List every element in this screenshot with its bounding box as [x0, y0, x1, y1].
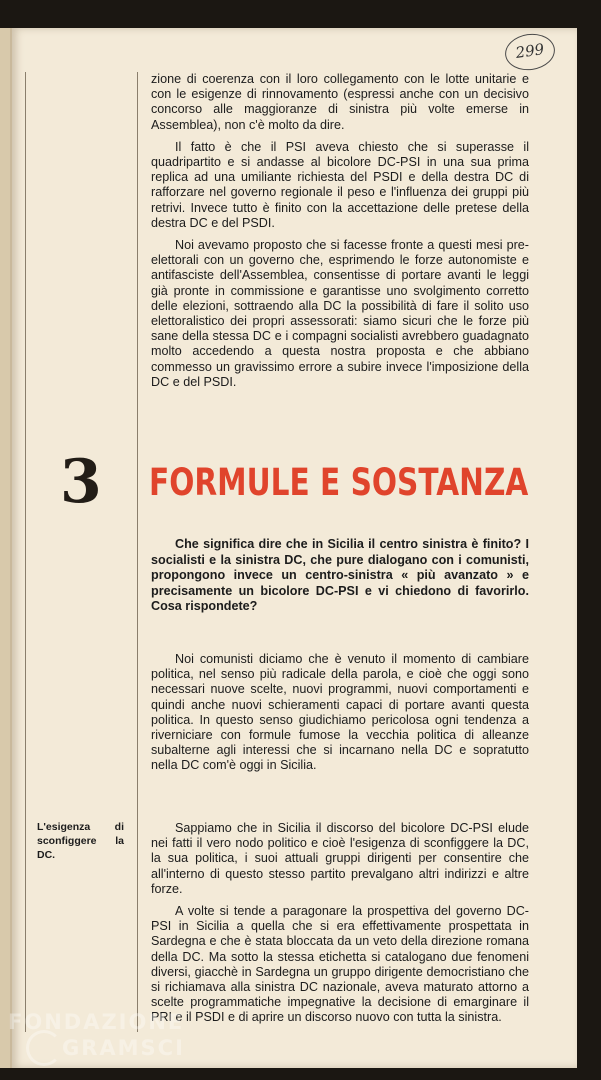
section-number: 3	[60, 447, 102, 517]
intro-paragraph-3: Noi avevamo proposto che si facesse fronte a questi mesi pre-elettorali con un governo che, esprimendo le forze autonomiste e antifasciste dell'Assemblea, consentisse di portare avanti le leggi già pronte in commissione e garantisse uno svolgimento corretto delle elezioni, sottraendo alla DC la possibilità di fare il solito uso elettoralistico dei propri assessorati: siamo sicuri che le forze più sane della stessa DC e i compagni socialisti avrebbero guadagnato molto accedendo a questa nostra proposta e che abbiano commesso un gravissimo errore a subire invece l'imposizione della DC e del PSDI.	[151, 238, 529, 389]
answer-text	[151, 652, 529, 774]
page-number: 299	[503, 31, 558, 74]
closing-paragraph-2: A volte si tende a paragonare la prospettiva del governo DC-PSI in Sicilia a quella che si era effettivamente prospettata in Sardegna e che è stata bloccata da un veto della direzione romana della DC. Ma sotto la stessa etichetta si catalogano due fenomeni diversi, giacchè in Sardegna un gruppo dirigente democristiano che si richiamava alla sinistra DC nazionale, aveva maturato attorno a scelte programmatiche impegnative la decisione di emarginare il PRI e il PSDI e di aprire un discorso nuovo con tutta la sinistra.	[151, 904, 529, 1025]
section-title: FORMULE E SOSTANZA	[149, 461, 529, 504]
interview-question	[151, 537, 529, 615]
page-edge	[0, 28, 10, 1068]
closing-paragraph-1: Sappiamo che in Sicilia il discorso del bicolore DC-PSI elude nei fatti il vero nodo politico e cioè l'esigenza di sconfiggere la DC, la sua politica, i suoi attuali gruppi dirigenti per consentire che all'interno di questo stesso partito prevalgano altri indirizzi e altre forze.	[151, 821, 529, 896]
middle-column-rule	[137, 72, 138, 1032]
closing-text	[151, 821, 529, 1026]
left-column-rule	[25, 72, 26, 1032]
intro-text	[151, 72, 529, 390]
intro-paragraph-2: Il fatto è che il PSI aveva chiesto che si superasse il quadripartito e si andasse al bicolore DC-PSI in una sua prima replica ad una umiliante richiesta del PSDI e della destra DC di rafforzare nel governo regionale il peso e l'influenza dei gruppi più retrivi. Invece tutto è finito con la accettazione delle pretese della destra DC e del PSDI.	[151, 139, 529, 230]
watermark-line1: FONDAZIONE	[8, 1010, 185, 1034]
watermark-line2: GRAMSCI	[62, 1036, 185, 1060]
intro-paragraph-1: zione di coerenza con il loro collegamento con le lotte unitarie e con le esigenze di rinnovamento (espressi anche con un decisivo concorso alle maggioranze di sinistra più volte emerse in Assemblea), non c'è molto da dire.	[151, 72, 529, 132]
watermark-logo-icon	[26, 1030, 62, 1066]
answer-paragraph: Noi comunisti diciamo che è venuto il momento di cambiare politica, nel senso più radicale della parola, e cioè che oggi sono necessari nuove scelte, nuovi programmi, nuovi comportamenti e quindi anche nuovi schieramenti capaci di portare avanti questa politica. In questo senso giudichiamo pericolosa ogni tendenza a riverniciare con formule fumose la vecchia politica di alleanze subalterne agli interessi che si incarnano nella DC e sopratutto nella DC com'è oggi in Sicilia.	[151, 652, 529, 773]
question-text: Che significa dire che in Sicilia il centro sinistra è finito? I socialisti e la sinistra DC, che pure dialogano con i comunisti, propongono invece un centro-sinistra « più avanzato » e precisamente un bicolore DC-PSI e vi chiedono di favorirlo. Cosa rispondete?	[151, 537, 529, 614]
margin-note: L'esigenza di sconfiggere la DC.	[37, 821, 124, 861]
